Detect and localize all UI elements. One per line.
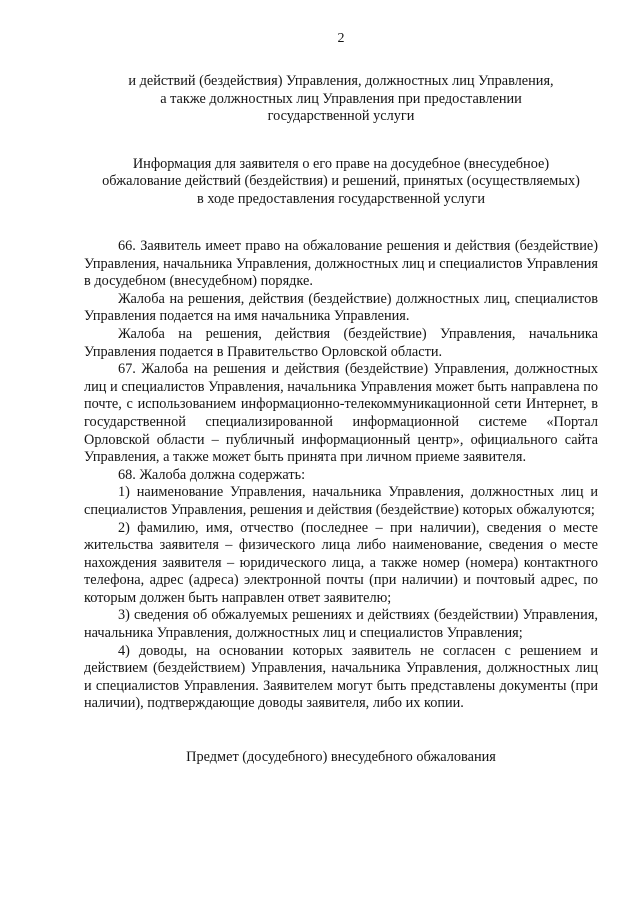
paragraph-complaint-government: Жалоба на решения, действия (бездействие) Управления, начальника Управления подается в Правительство Орловской области. (84, 325, 598, 360)
heading-top-line: а также должностных лиц Управления при предоставлении (160, 90, 522, 107)
body-text (84, 238, 598, 713)
heading-top-line: государственной услуги (267, 108, 415, 124)
heading-info-line: в ходе предоставления государственной услуги (197, 190, 485, 207)
paragraph-68: 68. Жалоба должна содержать: (118, 466, 306, 483)
list-item-3: 3) сведения об обжалуемых решениях и действиях (бездействии) Управления, начальника Управления, должностных лиц и специалистов Управления; (84, 607, 598, 642)
paragraph-66: 66. Заявитель имеет право на обжалование решения и действия (бездействие) Управления, начальника Управления, должностных лиц и специалистов Управления в досудебном (внесудебном) порядке. (84, 238, 598, 290)
paragraph-67: 67. Жалоба на решения и действия (бездействие) Управления, должностных лиц и специалистов Управления, начальника Управления может быть направлена по почте, с использованием информационно-телекоммуникационной сети Интернет, в государственной специализированной информационной системе «Портал Орловской области – публичный информационный центр», официального сайта Управления, а также может быть принята при личном приеме заявителя. (84, 361, 598, 466)
heading-info (84, 156, 598, 209)
heading-info-line: Информация для заявителя о его праве на досудебное (внесудебное) (132, 155, 550, 172)
heading-bottom: Предмет (досудебного) внесудебного обжалования (186, 749, 496, 766)
paragraph-complaint-officials: Жалоба на решения, действия (бездействие) должностных лиц, специалистов Управления подается на имя начальника Управления. (84, 290, 598, 325)
page-number: 2 (337, 31, 345, 46)
list-item-1: 1) наименование Управления, начальника Управления, должностных лиц и специалистов Управления, решения и действия (бездействие) которых обжалуются; (84, 484, 598, 518)
heading-top-line: и действий (бездействия) Управления, должностных лиц Управления, (128, 73, 554, 89)
heading-top (84, 73, 598, 126)
list-item-4: 4) доводы, на основании которых заявитель не согласен с решением и действием (бездействием) Управления, начальника Управления, должностных лиц и специалистов Управления. Заявителем могут быть представлены документы (при наличии), подтверждающие доводы заявителя, либо их копии. (84, 642, 598, 712)
list-item-2: 2) фамилию, имя, отчество (последнее – при наличии), сведения о месте жительства заявителя – физического лица либо наименование, сведения о месте нахождения заявителя – юридического лица, а также номер (номера) контактного телефона, адрес (адреса) электронной почты (при наличии) и почтовый адрес, по которым должен быть направлен ответ заявителю; (84, 519, 598, 606)
heading-info-line: обжалование действий (бездействия) и решений, принятых (осуществляемых) (102, 173, 580, 189)
